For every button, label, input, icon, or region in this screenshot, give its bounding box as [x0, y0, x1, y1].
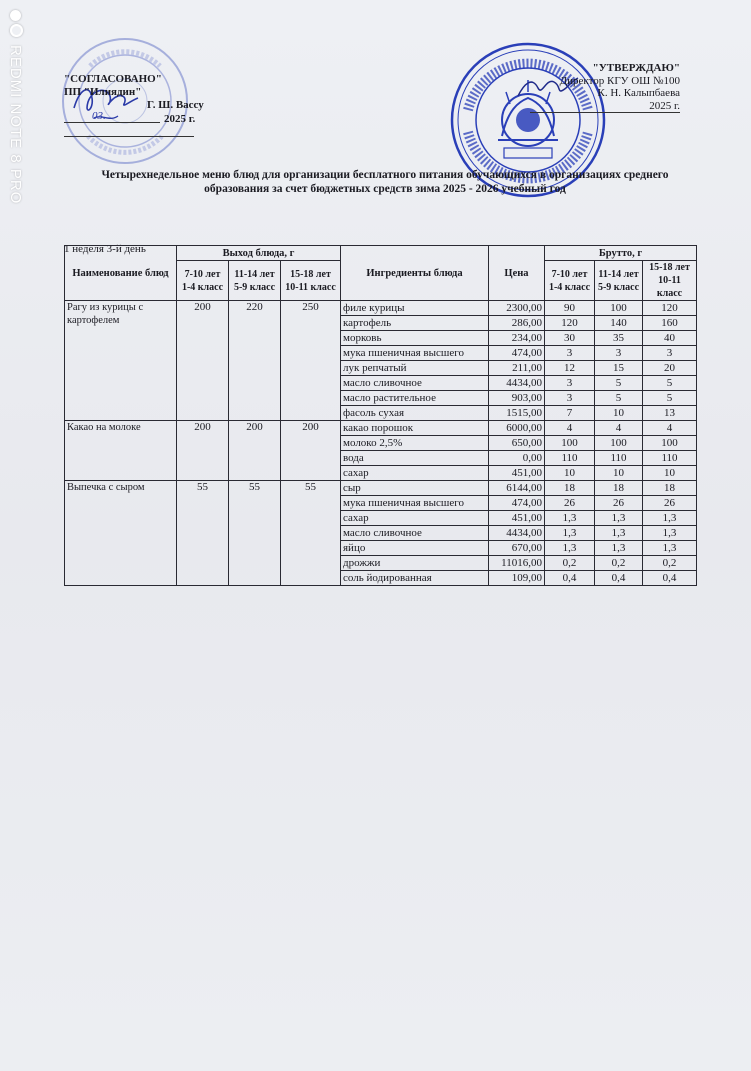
gross-age-1: 26	[545, 496, 595, 511]
dish-yield-3: 200	[281, 421, 341, 481]
approval-right-heading: "УТВЕРЖДАЮ"	[592, 62, 680, 74]
gross-age-3: 4	[643, 421, 697, 436]
watermark-text: REDMI NOTE 8 PRO	[7, 45, 24, 205]
header-yield-age-3: 15-18 лет 10-11 класс	[281, 261, 341, 301]
header-gross: Брутто, г	[545, 246, 697, 261]
dish-yield-2: 220	[229, 301, 281, 421]
gross-age-2: 15	[595, 361, 643, 376]
ingredient-name: сыр	[341, 481, 489, 496]
device-watermark	[4, 8, 26, 248]
gross-age-1: 10	[545, 466, 595, 481]
dish-yield-1: 200	[177, 421, 229, 481]
gross-age-1: 3	[545, 391, 595, 406]
gross-age-3: 0,4	[643, 571, 697, 586]
gross-age-1: 3	[545, 346, 595, 361]
left-date-handwritten: 03.	[92, 110, 106, 122]
header-gross-age-2: 11-14 лет 5-9 класс	[595, 261, 643, 301]
ingredient-name: дрожжи	[341, 556, 489, 571]
ingredient-name: картофель	[341, 316, 489, 331]
header-gross-age-1: 7-10 лет 1-4 класс	[545, 261, 595, 301]
dish-yield-1: 55	[177, 481, 229, 586]
ingredient-price: 6144,00	[489, 481, 545, 496]
ingredient-price: 474,00	[489, 346, 545, 361]
ingredient-name: филе курицы	[341, 301, 489, 316]
dish-name: Выпечка с сыром	[65, 481, 177, 586]
gross-age-1: 120	[545, 316, 595, 331]
gross-age-2: 26	[595, 496, 643, 511]
approval-left-heading: "СОГЛАСОВАНО"	[64, 73, 162, 85]
ingredient-name: фасоль сухая	[341, 406, 489, 421]
gross-age-2: 110	[595, 451, 643, 466]
camera-ring-icon	[10, 24, 23, 37]
approval-left-year: 2025 г.	[164, 113, 196, 125]
ingredient-price: 903,00	[489, 391, 545, 406]
table-row	[65, 301, 697, 316]
ingredient-name: масло сливочное	[341, 376, 489, 391]
gross-age-3: 10	[643, 466, 697, 481]
ingredient-name: морковь	[341, 331, 489, 346]
gross-age-2: 1,3	[595, 526, 643, 541]
gross-age-1: 12	[545, 361, 595, 376]
header-price: Цена	[489, 246, 545, 301]
ingredient-price: 451,00	[489, 511, 545, 526]
ingredient-name: какао порошок	[341, 421, 489, 436]
ingredient-name: сахар	[341, 511, 489, 526]
gross-age-3: 1,3	[643, 526, 697, 541]
ingredient-name: яйцо	[341, 541, 489, 556]
dish-name: Какао на молоке	[65, 421, 177, 481]
gross-age-1: 1,3	[545, 511, 595, 526]
gross-age-3: 5	[643, 391, 697, 406]
gross-age-1: 90	[545, 301, 595, 316]
ingredient-name: масло сливочное	[341, 526, 489, 541]
ingredient-price: 474,00	[489, 496, 545, 511]
gross-age-2: 100	[595, 301, 643, 316]
gross-age-3: 40	[643, 331, 697, 346]
gross-age-3: 110	[643, 451, 697, 466]
gross-age-3: 13	[643, 406, 697, 421]
ingredient-price: 4434,00	[489, 376, 545, 391]
ingredient-price: 670,00	[489, 541, 545, 556]
ingredient-price: 211,00	[489, 361, 545, 376]
ingredient-price: 2300,00	[489, 301, 545, 316]
gross-age-3: 0,2	[643, 556, 697, 571]
week-day-label: 1 неделя 3-й день	[64, 243, 146, 255]
gross-age-2: 35	[595, 331, 643, 346]
gross-age-1: 100	[545, 436, 595, 451]
gross-age-2: 10	[595, 466, 643, 481]
gross-age-2: 0,2	[595, 556, 643, 571]
ingredient-price: 1515,00	[489, 406, 545, 421]
gross-age-1: 1,3	[545, 541, 595, 556]
gross-age-1: 0,4	[545, 571, 595, 586]
dish-yield-2: 55	[229, 481, 281, 586]
approval-left-org: ПП "Илиядин"	[64, 86, 142, 98]
gross-age-2: 10	[595, 406, 643, 421]
approval-right-position: Директор КГУ ОШ №100	[559, 74, 680, 87]
ingredient-price: 650,00	[489, 436, 545, 451]
table-header-row	[65, 246, 697, 261]
header-yield: Выход блюда, г	[177, 246, 341, 261]
ingredient-price: 0,00	[489, 451, 545, 466]
header-dish: Наименование блюд	[65, 246, 177, 301]
ingredient-name: мука пшеничная высшего	[341, 496, 489, 511]
gross-age-2: 1,3	[595, 541, 643, 556]
title-line-1: Четырехнедельное меню блюд для организации бесплатного питания обучающихся в организациях среднего	[101, 169, 669, 181]
ingredient-name: лук репчатый	[341, 361, 489, 376]
dish-name: Рагу из курицы с картофелем	[65, 301, 177, 421]
document-title	[80, 168, 690, 196]
gross-age-3: 100	[643, 436, 697, 451]
dish-yield-1: 200	[177, 301, 229, 421]
ingredient-name: масло растительное	[341, 391, 489, 406]
gross-age-2: 1,3	[595, 511, 643, 526]
gross-age-1: 110	[545, 451, 595, 466]
gross-age-2: 5	[595, 391, 643, 406]
approval-right-name: К. Н. Калыпбаева	[597, 87, 680, 99]
gross-age-1: 1,3	[545, 526, 595, 541]
gross-age-1: 3	[545, 376, 595, 391]
ingredient-name: молоко 2,5%	[341, 436, 489, 451]
gross-age-3: 120	[643, 301, 697, 316]
ingredient-price: 4434,00	[489, 526, 545, 541]
gross-age-3: 26	[643, 496, 697, 511]
ingredient-price: 286,00	[489, 316, 545, 331]
ingredient-name: соль йодированная	[341, 571, 489, 586]
gross-age-3: 3	[643, 346, 697, 361]
menu-table-body	[65, 301, 697, 586]
table-row	[65, 421, 697, 436]
ingredient-price: 109,00	[489, 571, 545, 586]
header-yield-age-2: 11-14 лет 5-9 класс	[229, 261, 281, 301]
gross-age-3: 1,3	[643, 511, 697, 526]
dish-yield-3: 55	[281, 481, 341, 586]
gross-age-3: 18	[643, 481, 697, 496]
gross-age-1: 4	[545, 421, 595, 436]
gross-age-2: 0,4	[595, 571, 643, 586]
gross-age-2: 100	[595, 436, 643, 451]
approval-right-year: 2025 г.	[530, 100, 680, 114]
gross-age-2: 140	[595, 316, 643, 331]
approval-left-name: Г. Ш. Вассу	[147, 99, 204, 111]
gross-age-1: 18	[545, 481, 595, 496]
ingredient-name: вода	[341, 451, 489, 466]
menu-table	[64, 245, 697, 586]
gross-age-2: 18	[595, 481, 643, 496]
gross-age-2: 5	[595, 376, 643, 391]
approval-right-block	[530, 62, 680, 113]
gross-age-1: 0,2	[545, 556, 595, 571]
ingredient-name: мука пшеничная высшего	[341, 346, 489, 361]
gross-age-2: 4	[595, 421, 643, 436]
dish-yield-2: 200	[229, 421, 281, 481]
title-line-2: образования за счет бюджетных средств зима 2025 - 2026 учебный год	[204, 183, 566, 195]
gross-age-2: 3	[595, 346, 643, 361]
ingredient-price: 451,00	[489, 466, 545, 481]
header-yield-age-1: 7-10 лет 1-4 класс	[177, 261, 229, 301]
dish-yield-3: 250	[281, 301, 341, 421]
gross-age-1: 7	[545, 406, 595, 421]
gross-age-3: 1,3	[643, 541, 697, 556]
ingredient-name: сахар	[341, 466, 489, 481]
header-gross-age-3: 15-18 лет 10-11 класс	[643, 261, 697, 301]
gross-age-3: 5	[643, 376, 697, 391]
ingredient-price: 234,00	[489, 331, 545, 346]
table-row	[65, 481, 697, 496]
header-ingredients: Ингредиенты блюда	[341, 246, 489, 301]
camera-dot-icon	[10, 10, 21, 21]
gross-age-3: 20	[643, 361, 697, 376]
ingredient-price: 6000,00	[489, 421, 545, 436]
gross-age-1: 30	[545, 331, 595, 346]
gross-age-3: 160	[643, 316, 697, 331]
ingredient-price: 11016,00	[489, 556, 545, 571]
